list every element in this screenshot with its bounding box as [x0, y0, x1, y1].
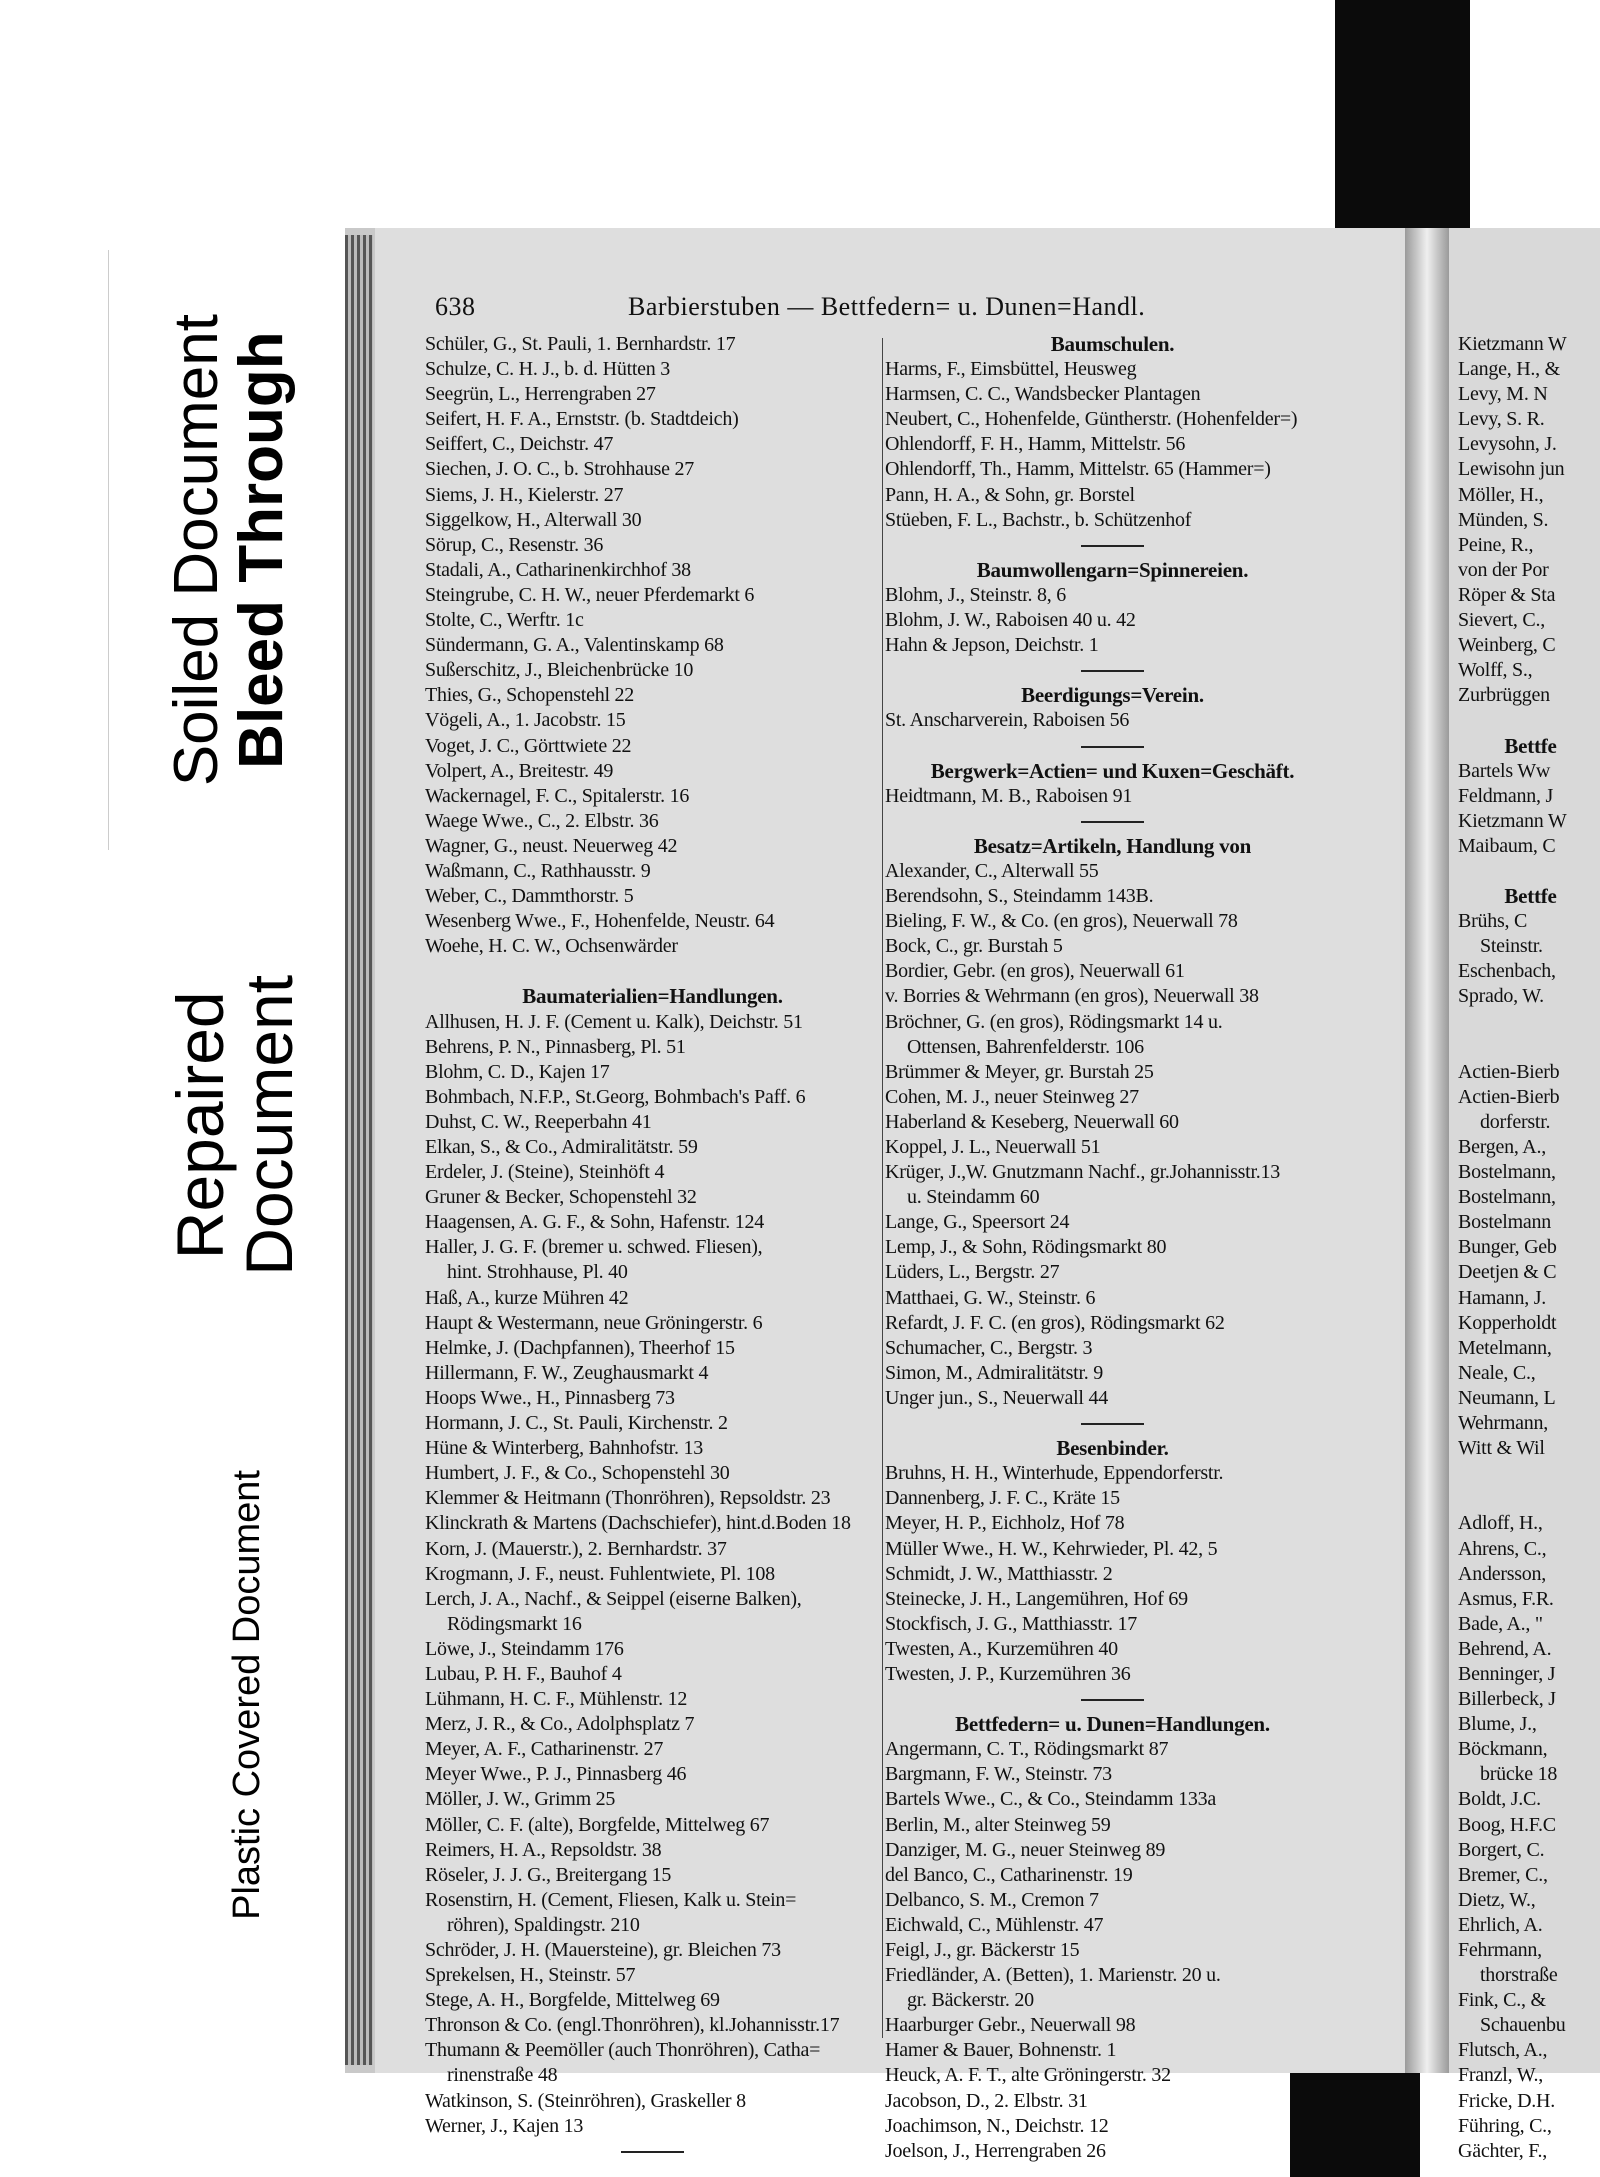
- directory-entry: Blume, J.,: [1458, 1713, 1537, 1736]
- directory-entry: Heuck, A. F. T., alte Gröningerstr. 32: [885, 2064, 1171, 2087]
- directory-entry: Lange, G., Speersort 24: [885, 1211, 1070, 1234]
- directory-entry: Böckmann,: [1458, 1738, 1548, 1761]
- page-number: 638: [435, 292, 476, 321]
- clip-top: [1335, 0, 1470, 228]
- directory-entry: Müller Wwe., H. W., Kehrwieder, Pl. 42, 5: [885, 1537, 1218, 1560]
- directory-entry: Waßmann, C., Rathhausstr. 9: [425, 859, 651, 882]
- directory-entry: Sievert, C.,: [1458, 609, 1545, 632]
- directory-entry: Bartels Ww: [1458, 759, 1551, 782]
- directory-entry: Bremer, C.,: [1458, 1863, 1548, 1886]
- directory-entry: Angermann, C. T., Rödingsmarkt 87: [885, 1738, 1169, 1761]
- directory-entry: Hamann, J.: [1458, 1286, 1547, 1309]
- directory-entry-continuation: thorstraße: [1480, 1964, 1558, 1987]
- directory-entry: Wesenberg Wwe., F., Hohenfelde, Neustr. 64: [425, 910, 775, 933]
- directory-entry: Wolff, S.,: [1458, 659, 1533, 682]
- directory-entry: Bartels Wwe., C., & Co., Steindamm 133a: [885, 1788, 1216, 1811]
- spacer: [1458, 708, 1600, 733]
- directory-entry: Sußerschitz, J., Bleichenbrücke 10: [425, 659, 694, 682]
- directory-entry: Ahrens, C.,: [1458, 1537, 1547, 1560]
- directory-entry: Blohm, C. D., Kajen 17: [425, 1060, 610, 1083]
- directory-entry: Siggelkow, H., Alterwall 30: [425, 508, 642, 531]
- directory-entry: Kopperholdt: [1458, 1311, 1557, 1334]
- directory-entry: Ohlendorff, Th., Hamm, Mittelstr. 65 (Hammer=): [885, 458, 1271, 481]
- directory-entry: Watkinson, S. (Steinröhren), Graskeller 8: [425, 2089, 746, 2112]
- directory-entry: Stolte, C., Werftr. 1c: [425, 609, 584, 632]
- directory-entry: Feigl, J., gr. Bäckerstr 15: [885, 1939, 1080, 1961]
- directory-entry: Franzl, W.,: [1458, 2064, 1544, 2087]
- section-heading: Bettfedern= u. Dunen=Handlungen.: [955, 1712, 1270, 1737]
- directory-entry: Krüger, J.,W. Gnutzmann Nachf., gr.Johannisstr.13: [885, 1161, 1281, 1184]
- directory-entry: Hüne & Winterberg, Bahnhofstr. 13: [425, 1437, 703, 1460]
- section-heading: Bettfe: [1504, 884, 1557, 909]
- directory-entry: Lühmann, H. C. F., Mühlenstr. 12: [425, 1688, 688, 1711]
- directory-entry: Alexander, C., Alterwall 55: [885, 859, 1099, 882]
- directory-entry: Haller, J. G. F. (bremer u. schwed. Fliesen),: [425, 1236, 763, 1259]
- directory-entry: Woehe, H. C. W., Ochsenwärder: [425, 935, 678, 958]
- directory-entry: Bergen, A.,: [1458, 1136, 1546, 1158]
- section-heading: Bettfe: [1504, 733, 1557, 758]
- directory-entry: Sündermann, G. A., Valentinskamp 68: [425, 634, 724, 657]
- spacer: [1458, 1010, 1600, 1035]
- directory-entry: Deetjen & C: [1458, 1261, 1557, 1284]
- directory-entry: Neumann, L: [1458, 1386, 1556, 1409]
- directory-entry: Asmus, F.R.: [1458, 1587, 1554, 1610]
- directory-entry: Siechen, J. O. C., b. Strohhause 27: [425, 458, 695, 481]
- section-heading: Baumschulen.: [1050, 332, 1175, 356]
- directory-entry: Bordier, Gebr. (en gros), Neuerwall 61: [885, 960, 1185, 983]
- section-separator: [425, 2139, 880, 2164]
- directory-entry-continuation: hint. Strohhause, Pl. 40: [447, 1261, 628, 1284]
- directory-entry: Lüders, L., Bergstr. 27: [885, 1261, 1060, 1284]
- directory-entry: v. Borries & Wehrmann (en gros), Neuerwall 38: [885, 985, 1259, 1008]
- book-spine: [345, 235, 373, 2065]
- directory-entry: Hoops Wwe., H., Pinnasberg 73: [425, 1386, 675, 1409]
- directory-entry: Stadali, A., Catharinenkirchhof 38: [425, 558, 691, 581]
- directory-entry: Haagensen, A. G. F., & Sohn, Hafenstr. 124: [425, 1211, 764, 1234]
- directory-entry: Eschenbach,: [1458, 960, 1556, 983]
- directory-entry: Fehrmann,: [1458, 1939, 1542, 1961]
- directory-entry: Meyer, A. F., Catharinenstr. 27: [425, 1738, 664, 1761]
- directory-entry: Billerbeck, J: [1458, 1688, 1556, 1711]
- directory-entry: Volpert, A., Breitestr. 49: [425, 759, 614, 782]
- directory-entry: Thumann & Peemöller (auch Thonröhren), Catha=: [425, 2039, 821, 2062]
- directory-entry: Schumacher, C., Bergstr. 3: [885, 1336, 1093, 1359]
- directory-entry: Möller, J. W., Grimm 25: [425, 1788, 616, 1811]
- section-heading: Besenbinder.: [1056, 1436, 1169, 1461]
- directory-entry: Möller, C. F. (alte), Borgfelde, Mittelweg 67: [425, 1813, 770, 1836]
- page-title: Barbierstuben — Bettfedern= u. Dunen=Handl.: [628, 292, 1146, 321]
- directory-entry: Harms, F., Eimsbüttel, Heusweg: [885, 358, 1137, 381]
- directory-entry: Weinberg, C: [1458, 634, 1556, 657]
- directory-entry-continuation: Ottensen, Bahrenfelderstr. 106: [907, 1035, 1144, 1058]
- directory-entry-continuation: dorferstr.: [1480, 1110, 1551, 1133]
- directory-entry: Kietzmann W: [1458, 809, 1567, 832]
- directory-entry: Röseler, J. J. G., Breitergang 15: [425, 1863, 672, 1886]
- directory-entry: Bostelmann: [1458, 1211, 1552, 1234]
- directory-entry: Rosenstirn, H. (Cement, Fliesen, Kalk u. Stein=: [425, 1888, 797, 1911]
- plastic-covered-text: Plastic Covered Document: [225, 1470, 268, 1920]
- directory-entry: Klinckrath & Martens (Dachschiefer), hint.d.Boden 18: [425, 1512, 851, 1535]
- directory-entry: Schüler, G., St. Pauli, 1. Bernhardstr. 17: [425, 333, 736, 355]
- directory-entry: Bunger, Geb: [1458, 1236, 1557, 1259]
- directory-entry: Blohm, J., Steinstr. 8, 6: [885, 583, 1066, 606]
- directory-entry: Schröder, J. H. (Mauersteine), gr. Bleichen 73: [425, 1939, 781, 1961]
- directory-entry-continuation: Schauenbu: [1480, 2014, 1566, 2037]
- directory-entry: Hillermann, F. W., Zeughausmarkt 4: [425, 1361, 709, 1384]
- directory-entry: Meyer Wwe., P. J., Pinnasberg 46: [425, 1763, 687, 1786]
- directory-entry-continuation: Steinstr.: [1480, 935, 1543, 958]
- section-heading: Besatz=Artikeln, Handlung von: [973, 833, 1252, 858]
- directory-entry: St. Anscharverein, Raboisen 56: [885, 709, 1130, 732]
- directory-entry: Bostelmann,: [1458, 1161, 1556, 1184]
- directory-entry: Dietz, W.,: [1458, 1888, 1536, 1911]
- spacer: [1458, 1035, 1600, 1060]
- directory-entry: Wagner, G., neust. Neuerweg 42: [425, 834, 678, 857]
- spacer: [1458, 1461, 1600, 1486]
- directory-entry: Cohen, M. J., neuer Steinweg 27: [885, 1085, 1139, 1108]
- directory-entry: Boldt, J.C.: [1458, 1788, 1541, 1811]
- directory-entry: von der Por: [1458, 558, 1549, 581]
- directory-entry-continuation: Rödingsmarkt 16: [447, 1612, 582, 1635]
- directory-entry: Bieling, F. W., & Co. (en gros), Neuerwall 78: [885, 910, 1238, 933]
- directory-entry: Erdeler, J. (Steine), Steinhöft 4: [425, 1161, 665, 1184]
- directory-entry: Benninger, J: [1458, 1662, 1556, 1685]
- directory-entry: Berlin, M., alter Steinweg 59: [885, 1813, 1111, 1836]
- directory-entry: Delbanco, S. M., Cremon 7: [885, 1888, 1099, 1911]
- directory-entry: Stockfisch, J. G., Matthiasstr. 17: [885, 1612, 1138, 1635]
- directory-entry: Unger jun., S., Neuerwall 44: [885, 1386, 1108, 1409]
- directory-entry: Harmsen, C. C., Wandsbecker Plantagen: [885, 383, 1201, 406]
- directory-entry: Koppel, J. L., Neuerwall 51: [885, 1136, 1101, 1158]
- spacer: [1458, 1486, 1600, 1511]
- directory-entry: Levy, M. N: [1458, 383, 1548, 406]
- section-separator: [885, 1411, 1340, 1436]
- directory-entry: Danziger, M. G., neuer Steinweg 89: [885, 1838, 1166, 1861]
- directory-entry-continuation: gr. Bäckerstr. 20: [907, 1989, 1034, 2012]
- directory-entry: Bostelmann,: [1458, 1186, 1556, 1209]
- directory-entry: Werner, J., Kajen 13: [425, 2114, 584, 2137]
- directory-entry: Blohm, J. W., Raboisen 40 u. 42: [885, 609, 1136, 632]
- document-text: Document: [232, 974, 306, 1276]
- directory-entry: del Banco, C., Catharinenstr. 19: [885, 1863, 1133, 1886]
- directory-entry: Ohlendorff, F. H., Hamm, Mittelstr. 56: [885, 433, 1186, 456]
- column-divider: [882, 338, 883, 2038]
- directory-entry-continuation: röhren), Spaldingstr. 210: [447, 1913, 640, 1936]
- directory-entry: Joachimson, N., Deichstr. 12: [885, 2114, 1109, 2137]
- spacer: [1458, 859, 1600, 884]
- directory-entry: Levy, S. R.: [1458, 408, 1545, 431]
- directory-entry: Korn, J. (Mauerstr.), 2. Bernhardstr. 37: [425, 1537, 727, 1560]
- directory-entry: Twesten, A., Kurzemühren 40: [885, 1637, 1118, 1660]
- directory-entry: Kietzmann W: [1458, 333, 1567, 355]
- directory-entry: Allhusen, H. J. F. (Cement u. Kalk), Deichstr. 51: [425, 1010, 803, 1033]
- directory-entry: Lewisohn jun: [1458, 458, 1565, 481]
- directory-entry: Zurbrüggen: [1458, 684, 1550, 707]
- directory-column-right: [1458, 332, 1600, 2164]
- directory-entry: Weber, C., Dammthorstr. 5: [425, 885, 634, 908]
- section-separator: [885, 658, 1340, 683]
- directory-entry: Brümmer & Meyer, gr. Burstah 25: [885, 1060, 1154, 1083]
- directory-entry: Fricke, D.H.: [1458, 2089, 1555, 2112]
- directory-entry: Waege Wwe., C., 2. Elbstr. 36: [425, 809, 659, 832]
- directory-entry: Stege, A. H., Borgfelde, Mittelweg 69: [425, 1989, 720, 2012]
- directory-entry: Simon, M., Admiralitätstr. 9: [885, 1361, 1104, 1384]
- directory-entry: Berendsohn, S., Steindamm 143B.: [885, 885, 1154, 908]
- directory-entry: Lubau, P. H. F., Bauhof 4: [425, 1662, 622, 1685]
- directory-entry: Schmidt, J. W., Matthiasstr. 2: [885, 1562, 1113, 1585]
- directory-entry: Sprekelsen, H., Steinstr. 57: [425, 1964, 636, 1987]
- soiled-bleed-label: [108, 250, 349, 850]
- directory-entry: Hahn & Jepson, Deichstr. 1: [885, 634, 1099, 657]
- directory-entry: Reimers, H. A., Repsoldstr. 38: [425, 1838, 662, 1861]
- directory-entry: Eichwald, C., Mühlenstr. 47: [885, 1913, 1104, 1936]
- directory-entry: Gächter, F.,: [1458, 2139, 1548, 2162]
- directory-entry: Voget, J. C., Görttwiete 22: [425, 734, 632, 757]
- soiled-document-text: Soiled Document: [161, 313, 231, 787]
- directory-entry: Metelmann,: [1458, 1336, 1552, 1359]
- repaired-document-label: [135, 890, 335, 1360]
- directory-entry: Möller, H.,: [1458, 483, 1544, 506]
- section-heading: Baumwollengarn=Spinnereien.: [976, 557, 1249, 582]
- directory-entry: Behrend, A.: [1458, 1637, 1552, 1660]
- directory-entry: Lemp, J., & Sohn, Rödingsmarkt 80: [885, 1236, 1167, 1259]
- directory-entry: Bröchner, G. (en gros), Rödingsmarkt 14 u.: [885, 1010, 1223, 1033]
- directory-entry: Matthaei, G. W., Steinstr. 6: [885, 1286, 1096, 1309]
- directory-entry: Merz, J. R., & Co., Adolphsplatz 7: [425, 1713, 695, 1736]
- directory-entry: Friedländer, A. (Betten), 1. Marienstr. 20 u.: [885, 1964, 1221, 1987]
- directory-entry: Brühs, C: [1458, 910, 1528, 933]
- directory-entry: Bade, A., ": [1458, 1612, 1543, 1635]
- directory-entry-continuation: u. Steindamm 60: [907, 1186, 1040, 1209]
- directory-entry: Bargmann, F. W., Steinstr. 73: [885, 1763, 1112, 1786]
- directory-entry: Adloff, H.,: [1458, 1512, 1543, 1535]
- directory-entry: Heidtmann, M. B., Raboisen 91: [885, 784, 1133, 807]
- section-separator: [885, 734, 1340, 759]
- section-heading: Beerdigungs=Verein.: [1021, 683, 1204, 708]
- directory-entry: Vögeli, A., 1. Jacobstr. 15: [425, 709, 626, 732]
- directory-entry: Stüeben, F. L., Bachstr., b. Schützenhof: [885, 508, 1192, 531]
- directory-entry: Peine, R.,: [1458, 533, 1534, 556]
- directory-entry: Witt & Wil: [1458, 1437, 1545, 1460]
- directory-entry: Boog, H.F.C: [1458, 1813, 1556, 1836]
- directory-entry: Krogmann, J. F., neust. Fuhlentwiete, Pl. 108: [425, 1562, 775, 1585]
- directory-entry: Andersson,: [1458, 1562, 1547, 1585]
- directory-entry: Actien-Bierb: [1458, 1060, 1560, 1083]
- directory-entry: Flutsch, A.,: [1458, 2039, 1548, 2062]
- directory-entry: Bohmbach, N.F.P., St.Georg, Bohmbach's Paff. 6: [425, 1085, 806, 1108]
- directory-entry: Sprado, W.: [1458, 985, 1544, 1008]
- directory-entry: Joelson, J., Herrengraben 26: [885, 2139, 1106, 2162]
- directory-entry: Feldmann, J: [1458, 784, 1554, 807]
- directory-entry: Ehrlich, A.: [1458, 1913, 1543, 1936]
- directory-entry: Neale, C.,: [1458, 1361, 1536, 1384]
- plastic-covered-label: [205, 1385, 290, 2005]
- directory-entry: Münden, S.: [1458, 508, 1549, 531]
- directory-entry: Borgert, C.: [1458, 1838, 1545, 1861]
- directory-entry: Haupt & Westermann, neue Gröningerstr. 6: [425, 1311, 763, 1334]
- directory-entry: Bruhns, H. H., Winterhude, Eppendorferstr.: [885, 1462, 1224, 1485]
- directory-entry: Haberland & Keseberg, Neuerwall 60: [885, 1110, 1179, 1133]
- directory-entry: Thies, G., Schopenstehl 22: [425, 684, 635, 707]
- directory-entry: Schulze, C. H. J., b. d. Hütten 3: [425, 358, 671, 381]
- directory-entry: Steingrube, C. H. W., neuer Pferdemarkt 6: [425, 583, 755, 606]
- directory-entry: Hamer & Bauer, Bohnenstr. 1: [885, 2039, 1117, 2062]
- directory-entry-continuation: brücke 18: [1480, 1763, 1558, 1786]
- directory-entry: Fink, C., &: [1458, 1989, 1546, 2012]
- directory-entry: Seifert, H. F. A., Ernststr. (b. Stadtdeich): [425, 408, 739, 431]
- directory-column-left: [425, 332, 880, 2164]
- directory-entry: Bock, C., gr. Burstah 5: [885, 935, 1063, 958]
- directory-entry: Levysohn, J.: [1458, 433, 1557, 456]
- directory-entry: Duhst, C. W., Reeperbahn 41: [425, 1110, 652, 1133]
- directory-entry: Röper & Sta: [1458, 583, 1556, 606]
- directory-entry: Siems, J. H., Kielerstr. 27: [425, 483, 624, 506]
- directory-entry: Klemmer & Heitmann (Thonröhren), Repsoldstr. 23: [425, 1487, 831, 1510]
- directory-entry: Hormann, J. C., St. Pauli, Kirchenstr. 2: [425, 1412, 728, 1435]
- directory-entry: Helmke, J. (Dachpfannen), Theerhof 15: [425, 1336, 735, 1359]
- directory-entry: Haarburger Gebr., Neuerwall 98: [885, 2014, 1136, 2037]
- directory-entry: Lerch, J. A., Nachf., & Seippel (eiserne Balken),: [425, 1587, 802, 1610]
- bleed-through-text: Bleed Through: [227, 331, 296, 769]
- section-separator: [885, 809, 1340, 834]
- directory-entry: Führing, C.,: [1458, 2114, 1552, 2137]
- directory-entry: Haß, A., kurze Mühren 42: [425, 1286, 629, 1309]
- directory-entry: Actien-Bierb: [1458, 1085, 1560, 1108]
- directory-entry: Behrens, P. N., Pinnasberg, Pl. 51: [425, 1035, 686, 1058]
- directory-entry: Gruner & Becker, Schopenstehl 32: [425, 1186, 697, 1209]
- directory-entry: Thronson & Co. (engl.Thonröhren), kl.Johannisstr.17: [425, 2014, 840, 2037]
- directory-entry: Wackernagel, F. C., Spitalerstr. 16: [425, 784, 690, 807]
- directory-entry: Sörup, C., Resenstr. 36: [425, 533, 604, 556]
- directory-entry: Lange, H., &: [1458, 358, 1560, 381]
- directory-entry: Pann, H. A., & Sohn, gr. Borstel: [885, 483, 1135, 506]
- directory-entry: Elkan, S., & Co., Admiralitätstr. 59: [425, 1136, 698, 1158]
- directory-entry: Meyer, H. P., Eichholz, Hof 78: [885, 1512, 1125, 1535]
- directory-entry: Seegrün, L., Herrengraben 27: [425, 383, 656, 406]
- directory-entry: Wehrmann,: [1458, 1412, 1548, 1435]
- directory-column-middle: [885, 332, 1340, 2164]
- directory-entry-continuation: rinenstraße 48: [447, 2064, 558, 2087]
- directory-entry: Jacobson, D., 2. Elbstr. 31: [885, 2089, 1088, 2112]
- book-gutter: [1405, 228, 1449, 2073]
- spacer: [425, 959, 880, 984]
- directory-entry: Dannenberg, J. F. C., Kräte 15: [885, 1487, 1120, 1510]
- directory-entry: Refardt, J. F. C. (en gros), Rödingsmarkt 62: [885, 1311, 1225, 1334]
- directory-entry: Steinecke, J. H., Langemühren, Hof 69: [885, 1587, 1188, 1610]
- directory-entry: Twesten, J. P., Kurzemühren 36: [885, 1662, 1131, 1685]
- directory-entry: Löwe, J., Steindamm 176: [425, 1637, 624, 1660]
- directory-entry: Humbert, J. F., & Co., Schopenstehl 30: [425, 1462, 730, 1485]
- section-heading: Baumaterialien=Handlungen.: [522, 984, 783, 1009]
- directory-entry: Maibaum, C: [1458, 834, 1556, 857]
- repaired-text: Repaired: [162, 991, 237, 1259]
- directory-entry: Seiffert, C., Deichstr. 47: [425, 433, 614, 456]
- section-separator: [885, 1687, 1340, 1712]
- section-separator: [885, 533, 1340, 558]
- section-heading: Bergwerk=Actien= und Kuxen=Geschäft.: [930, 758, 1295, 783]
- directory-entry: Neubert, C., Hohenfelde, Güntherstr. (Hohenfelder=): [885, 408, 1298, 431]
